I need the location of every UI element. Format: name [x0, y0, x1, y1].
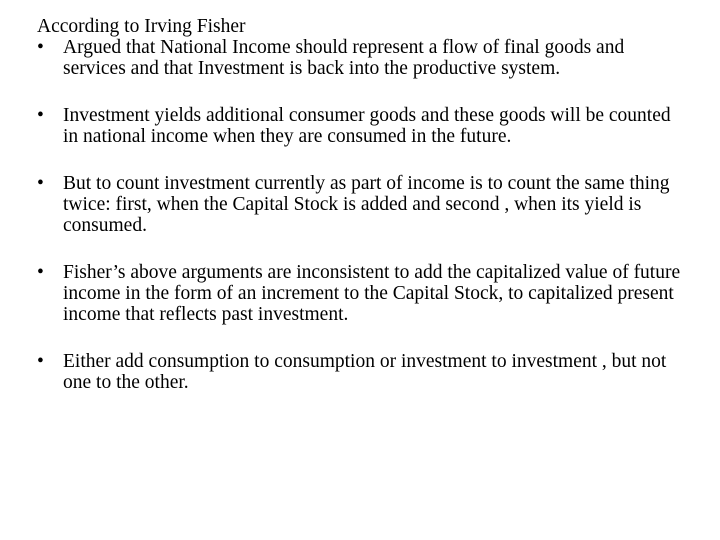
bullet-icon: •	[37, 351, 44, 372]
bullet-item-3	[37, 173, 687, 236]
bullet-item-2	[37, 105, 687, 147]
bullet-text: Fisher’s above arguments are inconsistent to add the capitalized value of future income in the form of an increment to the Capital Stock, to capitalized present income that reflects past investment.	[63, 262, 681, 325]
bullet-item-1	[37, 37, 687, 79]
bullet-icon: •	[37, 173, 44, 194]
bullet-icon: •	[37, 105, 44, 126]
bullet-icon: •	[37, 262, 44, 283]
bullet-text: Investment yields additional consumer goods and these goods will be counted in national income when they are consumed in the future.	[63, 105, 671, 147]
bullet-text: Either add consumption to consumption or investment to investment , but not one to the other.	[63, 351, 667, 393]
slide-heading: According to Irving Fisher	[37, 16, 246, 37]
slide-content	[37, 16, 687, 393]
bullet-list	[37, 37, 687, 393]
bullet-item-4	[37, 262, 687, 325]
bullet-text: Argued that National Income should represent a flow of final goods and services and that Investment is back into the productive system.	[63, 37, 625, 79]
bullet-text: But to count investment currently as part of income is to count the same thing twice: first, when the Capital Stock is added and second , when its yield is consumed.	[63, 173, 670, 236]
bullet-icon: •	[37, 37, 44, 58]
bullet-item-5	[37, 351, 687, 393]
